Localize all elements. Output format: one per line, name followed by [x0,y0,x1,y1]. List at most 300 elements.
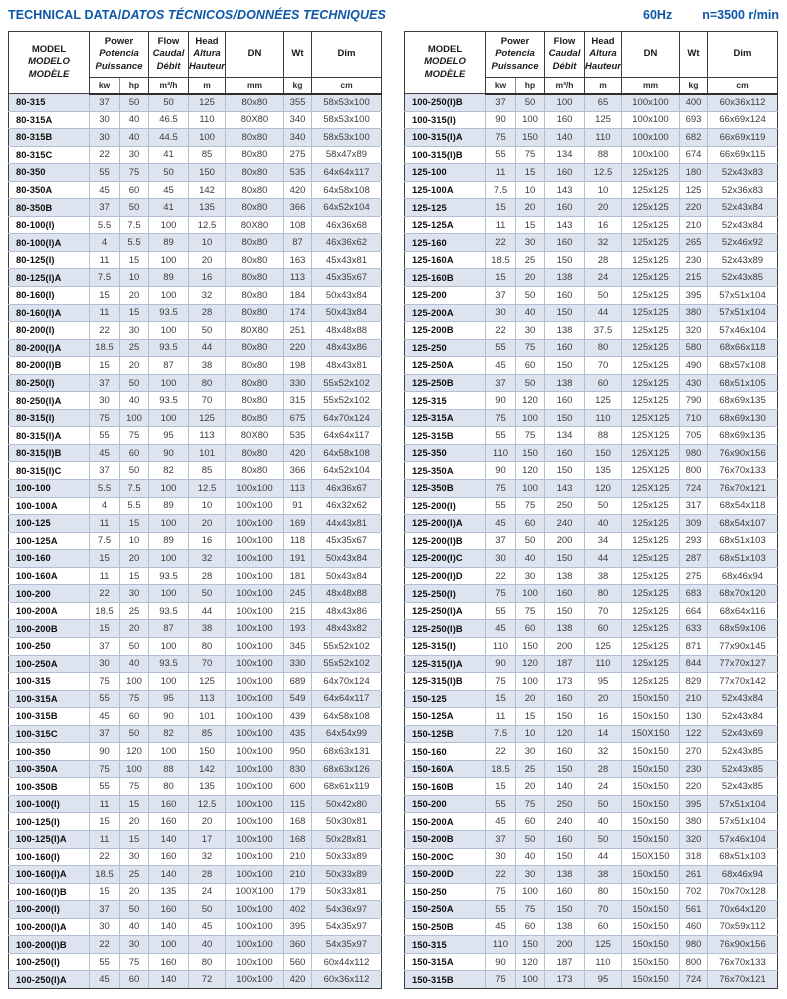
power-hp-cell: 15 [120,830,149,848]
model-cell: 125-160B [405,269,486,287]
flow-cell: 100 [149,216,189,234]
power-hp-cell: 100 [516,409,545,427]
power-kw-cell: 30 [90,655,120,673]
power-hp-cell: 50 [120,374,149,392]
power-kw-cell: 45 [486,813,516,831]
table-row [9,515,382,533]
unit-kw: kw [90,78,120,94]
dn-cell: 80x80 [226,199,284,217]
power-hp-cell: 75 [516,795,545,813]
flow-cell: 160 [545,830,585,848]
dim-cell: 58x53x100 [312,94,382,112]
power-kw-cell: 30 [90,392,120,410]
table-row [9,199,382,217]
head-cell: 10 [189,234,226,252]
flow-cell: 138 [545,567,585,585]
power-hp-cell: 60 [120,444,149,462]
dim-cell: 68x59x106 [708,620,778,638]
power-hp-cell: 50 [516,94,545,112]
model-cell: 100-125A [9,532,90,550]
model-cell: 125-200(I)A [405,515,486,533]
power-kw-cell: 55 [90,164,120,182]
power-kw-cell: 11 [486,708,516,726]
wt-cell: 633 [680,620,708,638]
dn-cell: 80x80 [226,146,284,164]
flow-cell: 89 [149,269,189,287]
flow-cell: 150 [545,848,585,866]
dim-cell: 50x33x89 [312,866,382,884]
head-cell: 40 [189,936,226,954]
dn-cell: 100X100 [226,883,284,901]
head-cell: 44 [585,550,622,568]
flow-cell: 160 [149,953,189,971]
dim-cell: 54x35x97 [312,936,382,954]
model-cell: 125-100 [405,164,486,182]
speed-label: n=3500 r/min [702,8,779,22]
table-body-right [405,94,778,989]
flow-cell: 41 [149,146,189,164]
table-row [9,830,382,848]
model-cell: 100-250 [9,637,90,655]
power-hp-cell: 40 [120,918,149,936]
dn-cell: 150x150 [622,708,680,726]
flow-cell: 160 [545,234,585,252]
power-hp-cell: 15 [120,304,149,322]
dn-cell: 80x80 [226,164,284,182]
table-row [9,444,382,462]
dim-cell: 55x52x102 [312,655,382,673]
wt-cell: 125 [680,181,708,199]
dim-cell: 77x90x145 [708,637,778,655]
head-cell: 125 [585,392,622,410]
table-row [405,392,778,410]
table-row [405,918,778,936]
dim-cell: 68x64x116 [708,602,778,620]
power-hp-cell: 150 [516,444,545,462]
dn-cell: 100x100 [226,848,284,866]
dim-cell: 45x43x81 [312,251,382,269]
flow-cell: 93.5 [149,339,189,357]
head-cell: 60 [585,620,622,638]
dn-cell: 125x125 [622,673,680,691]
wt-cell: 210 [680,690,708,708]
wt-cell: 600 [284,778,312,796]
power-hp-cell: 30 [516,567,545,585]
table-row [9,567,382,585]
table-row [405,830,778,848]
unit-hp: hp [516,78,545,94]
power-hp-cell: 60 [516,515,545,533]
dn-cell: 100x100 [226,532,284,550]
dim-cell: 57x46x104 [708,322,778,340]
column-header-dim: Dim [708,32,778,78]
power-hp-cell: 30 [120,322,149,340]
model-cell: 80-125(I) [9,251,90,269]
dim-cell: 68x69x135 [708,427,778,445]
power-kw-cell: 37 [90,901,120,919]
table-row [9,901,382,919]
wt-cell: 549 [284,690,312,708]
table-row [9,164,382,182]
power-kw-cell: 15 [90,813,120,831]
model-cell: 80-125(I)A [9,269,90,287]
power-hp-cell: 100 [516,585,545,603]
power-kw-cell: 90 [486,111,516,129]
wt-cell: 380 [680,813,708,831]
dn-cell: 100x100 [226,971,284,989]
head-cell: 12.5 [189,216,226,234]
power-hp-cell: 60 [516,357,545,375]
flow-cell: 87 [149,357,189,375]
flow-cell: 100 [149,585,189,603]
column-header-dn: DN [226,32,284,78]
power-kw-cell: 37 [90,725,120,743]
table-row [405,602,778,620]
model-cell: 125-200B [405,322,486,340]
power-kw-cell: 30 [90,129,120,147]
wt-cell: 580 [680,339,708,357]
power-hp-cell: 50 [516,532,545,550]
dn-cell: 125x125 [622,567,680,585]
model-cell: 80-200(I) [9,322,90,340]
dn-cell: 100x100 [622,146,680,164]
head-cell: 38 [189,620,226,638]
dn-cell: 150x150 [622,866,680,884]
dim-cell: 57x51x104 [708,304,778,322]
model-cell: 150-250B [405,918,486,936]
table-row [9,637,382,655]
table-row [9,673,382,691]
power-kw-cell: 30 [90,111,120,129]
dim-cell: 50x43x84 [312,304,382,322]
model-cell: 100-200A [9,602,90,620]
power-hp-cell: 40 [120,111,149,129]
flow-cell: 100 [149,515,189,533]
model-cell: 100-125 [9,515,90,533]
wt-cell: 682 [680,129,708,147]
dim-cell: 76x70x121 [708,971,778,989]
power-kw-cell: 75 [486,971,516,989]
dim-cell: 68x66x118 [708,339,778,357]
model-cell: 80-315C [9,146,90,164]
head-cell: 80 [585,339,622,357]
model-cell: 125-200(I)B [405,532,486,550]
unit-head: m [585,78,622,94]
power-hp-cell: 40 [120,392,149,410]
head-cell: 32 [189,848,226,866]
wt-cell: 275 [680,567,708,585]
flow-cell: 173 [545,971,585,989]
model-cell: 100-200(I)A [9,918,90,936]
power-kw-cell: 45 [486,515,516,533]
dim-cell: 48x43x81 [312,357,382,375]
dim-cell: 44x43x81 [312,515,382,533]
wt-cell: 395 [680,795,708,813]
table-row [9,251,382,269]
flow-cell: 100 [149,673,189,691]
head-cell: 38 [189,357,226,375]
head-cell: 113 [189,690,226,708]
head-cell: 70 [189,655,226,673]
model-cell: 150-200D [405,866,486,884]
head-label-es: Altura [193,48,221,60]
model-cell: 125-315B [405,427,486,445]
model-cell: 125-350B [405,480,486,498]
wt-cell: 265 [680,234,708,252]
dn-cell: 150x150 [622,883,680,901]
dn-cell: 100x100 [622,111,680,129]
dn-cell: 100x100 [226,760,284,778]
dim-cell: 50x33x89 [312,848,382,866]
flow-cell: 200 [545,637,585,655]
unit-flow: m³/h [545,78,585,94]
dn-cell: 100x100 [226,690,284,708]
power-hp-cell: 75 [516,146,545,164]
flow-label-en: Flow [157,35,180,47]
power-kw-cell: 55 [486,427,516,445]
head-cell: 44 [189,602,226,620]
power-kw-cell: 37 [486,830,516,848]
head-cell: 32 [585,743,622,761]
wt-cell: 122 [680,725,708,743]
model-cell: 80-200(I)A [9,339,90,357]
dim-cell: 52x43x84 [708,708,778,726]
wt-cell: 705 [680,427,708,445]
dn-cell: 125x125 [622,304,680,322]
table-row [405,322,778,340]
dn-cell: 150x150 [622,760,680,778]
flow-cell: 138 [545,918,585,936]
dim-cell: 52x43x85 [708,778,778,796]
power-kw-cell: 4 [90,497,120,515]
flow-cell: 160 [149,848,189,866]
power-kw-cell: 110 [486,936,516,954]
head-cell: 16 [585,708,622,726]
dn-cell: 100x100 [226,830,284,848]
dn-cell: 125X125 [622,480,680,498]
power-hp-cell: 120 [516,655,545,673]
table-row [405,971,778,989]
power-hp-cell: 25 [120,339,149,357]
unit-wt: kg [284,78,312,94]
flow-cell: 173 [545,673,585,691]
wt-cell: 309 [680,515,708,533]
table-row [405,269,778,287]
power-hp-cell: 20 [120,883,149,901]
table-row [9,690,382,708]
wt-cell: 664 [680,602,708,620]
dim-cell: 66x69x119 [708,129,778,147]
table-row [405,725,778,743]
model-cell: 100-100A [9,497,90,515]
power-hp-cell: 30 [516,234,545,252]
head-cell: 101 [189,444,226,462]
power-hp-cell: 5.5 [120,497,149,515]
power-hp-cell: 75 [120,953,149,971]
flow-cell: 143 [545,181,585,199]
head-cell: 72 [189,971,226,989]
power-kw-cell: 11 [90,251,120,269]
dn-cell: 125x125 [622,164,680,182]
power-hp-cell: 20 [120,620,149,638]
flow-cell: 250 [545,497,585,515]
wt-cell: 829 [680,673,708,691]
head-cell: 12.5 [585,164,622,182]
table-row [405,146,778,164]
power-kw-cell: 15 [486,690,516,708]
flow-cell: 88 [149,760,189,778]
model-cell: 125-315 [405,392,486,410]
wt-cell: 245 [284,585,312,603]
power-hp-cell: 10 [120,269,149,287]
dn-cell: 125x125 [622,322,680,340]
power-kw-cell: 37 [486,532,516,550]
flow-cell: 160 [545,339,585,357]
model-cell: 80-160(I)A [9,304,90,322]
wt-cell: 830 [284,760,312,778]
model-cell: 125-200A [405,304,486,322]
table-row [405,778,778,796]
power-hp-cell: 20 [120,357,149,375]
head-cell: 32 [189,550,226,568]
head-cell: 80 [189,637,226,655]
head-cell: 60 [585,918,622,936]
column-header-model [405,32,486,94]
wt-cell: 683 [680,585,708,603]
power-label-en: Power [500,35,530,47]
dn-cell: 125X125 [622,427,680,445]
flow-cell: 120 [545,725,585,743]
dim-cell: 68x51x103 [708,550,778,568]
flow-cell: 82 [149,462,189,480]
model-cell: 125-250A [405,357,486,375]
rating-info [643,8,779,22]
head-cell: 17 [189,830,226,848]
power-kw-cell: 90 [486,462,516,480]
model-cell: 125-350 [405,444,486,462]
dim-cell: 52x36x83 [708,181,778,199]
flow-cell: 150 [545,304,585,322]
flow-cell: 100 [149,936,189,954]
dn-cell: 150X150 [622,725,680,743]
head-cell: 110 [585,409,622,427]
power-kw-cell: 90 [486,953,516,971]
model-cell: 150-315B [405,971,486,989]
flow-label-en: Flow [553,35,576,47]
head-cell: 50 [189,322,226,340]
model-cell: 125-160A [405,251,486,269]
head-cell: 150 [585,444,622,462]
head-cell: 110 [585,129,622,147]
dn-cell: 125x125 [622,655,680,673]
power-kw-cell: 55 [90,778,120,796]
unit-dim: cm [312,78,382,94]
flow-cell: 150 [545,357,585,375]
dn-cell: 80X80 [226,216,284,234]
power-kw-cell: 11 [486,164,516,182]
table-row [405,111,778,129]
power-kw-cell: 5.5 [90,216,120,234]
wt-cell: 230 [680,760,708,778]
flow-cell: 93.5 [149,655,189,673]
power-label-es: Potencia [99,48,139,60]
wt-cell: 800 [680,953,708,971]
flow-cell: 150 [545,708,585,726]
power-kw-cell: 22 [486,866,516,884]
model-cell: 100-315(I)A [405,129,486,147]
flow-cell: 160 [545,883,585,901]
wt-cell: 366 [284,199,312,217]
dim-cell: 68x63x126 [312,760,382,778]
head-cell: 142 [189,181,226,199]
flow-cell: 150 [545,901,585,919]
dim-cell: 54x36x97 [312,901,382,919]
wt-cell: 724 [680,480,708,498]
wt-cell: 439 [284,708,312,726]
wt-cell: 108 [284,216,312,234]
dim-cell: 70x59x112 [708,918,778,936]
unit-kw: kw [486,78,516,94]
table-row [405,585,778,603]
head-cell: 38 [585,866,622,884]
power-kw-cell: 15 [90,550,120,568]
dim-cell: 64x64x117 [312,690,382,708]
dim-cell: 52x43x89 [708,251,778,269]
flow-cell: 80 [149,778,189,796]
dim-cell: 50x33x81 [312,883,382,901]
model-cell: 150-315A [405,953,486,971]
head-cell: 20 [189,813,226,831]
flow-cell: 134 [545,146,585,164]
dn-cell: 125x125 [622,199,680,217]
head-cell: 85 [189,462,226,480]
wt-cell: 215 [680,269,708,287]
model-cell: 125-125 [405,199,486,217]
unit-dn: mm [226,78,284,94]
head-cell: 24 [189,883,226,901]
wt-cell: 460 [680,918,708,936]
table-row [405,848,778,866]
power-hp-cell: 10 [516,725,545,743]
wt-cell: 675 [284,409,312,427]
dn-cell: 150x150 [622,795,680,813]
model-cell: 100-315(I) [405,111,486,129]
flow-cell: 138 [545,620,585,638]
wt-cell: 118 [284,532,312,550]
wt-cell: 230 [680,251,708,269]
dim-cell: 68x51x103 [708,848,778,866]
power-kw-cell: 37 [486,94,516,112]
flow-cell: 138 [545,322,585,340]
wt-cell: 340 [284,129,312,147]
model-cell: 100-350A [9,760,90,778]
dim-cell: 66x69x115 [708,146,778,164]
dim-cell: 68x57x108 [708,357,778,375]
power-kw-cell: 7.5 [486,725,516,743]
head-cell: 95 [585,673,622,691]
power-hp-cell: 50 [516,287,545,305]
dn-cell: 100x100 [226,585,284,603]
head-cell: 50 [585,287,622,305]
model-cell: 100-125(I)A [9,830,90,848]
table-row [405,462,778,480]
table-header [405,32,778,94]
flow-cell: 150 [545,550,585,568]
dn-cell: 100x100 [226,655,284,673]
flow-cell: 138 [545,374,585,392]
power-hp-cell: 20 [120,287,149,305]
dn-cell: 100x100 [226,567,284,585]
